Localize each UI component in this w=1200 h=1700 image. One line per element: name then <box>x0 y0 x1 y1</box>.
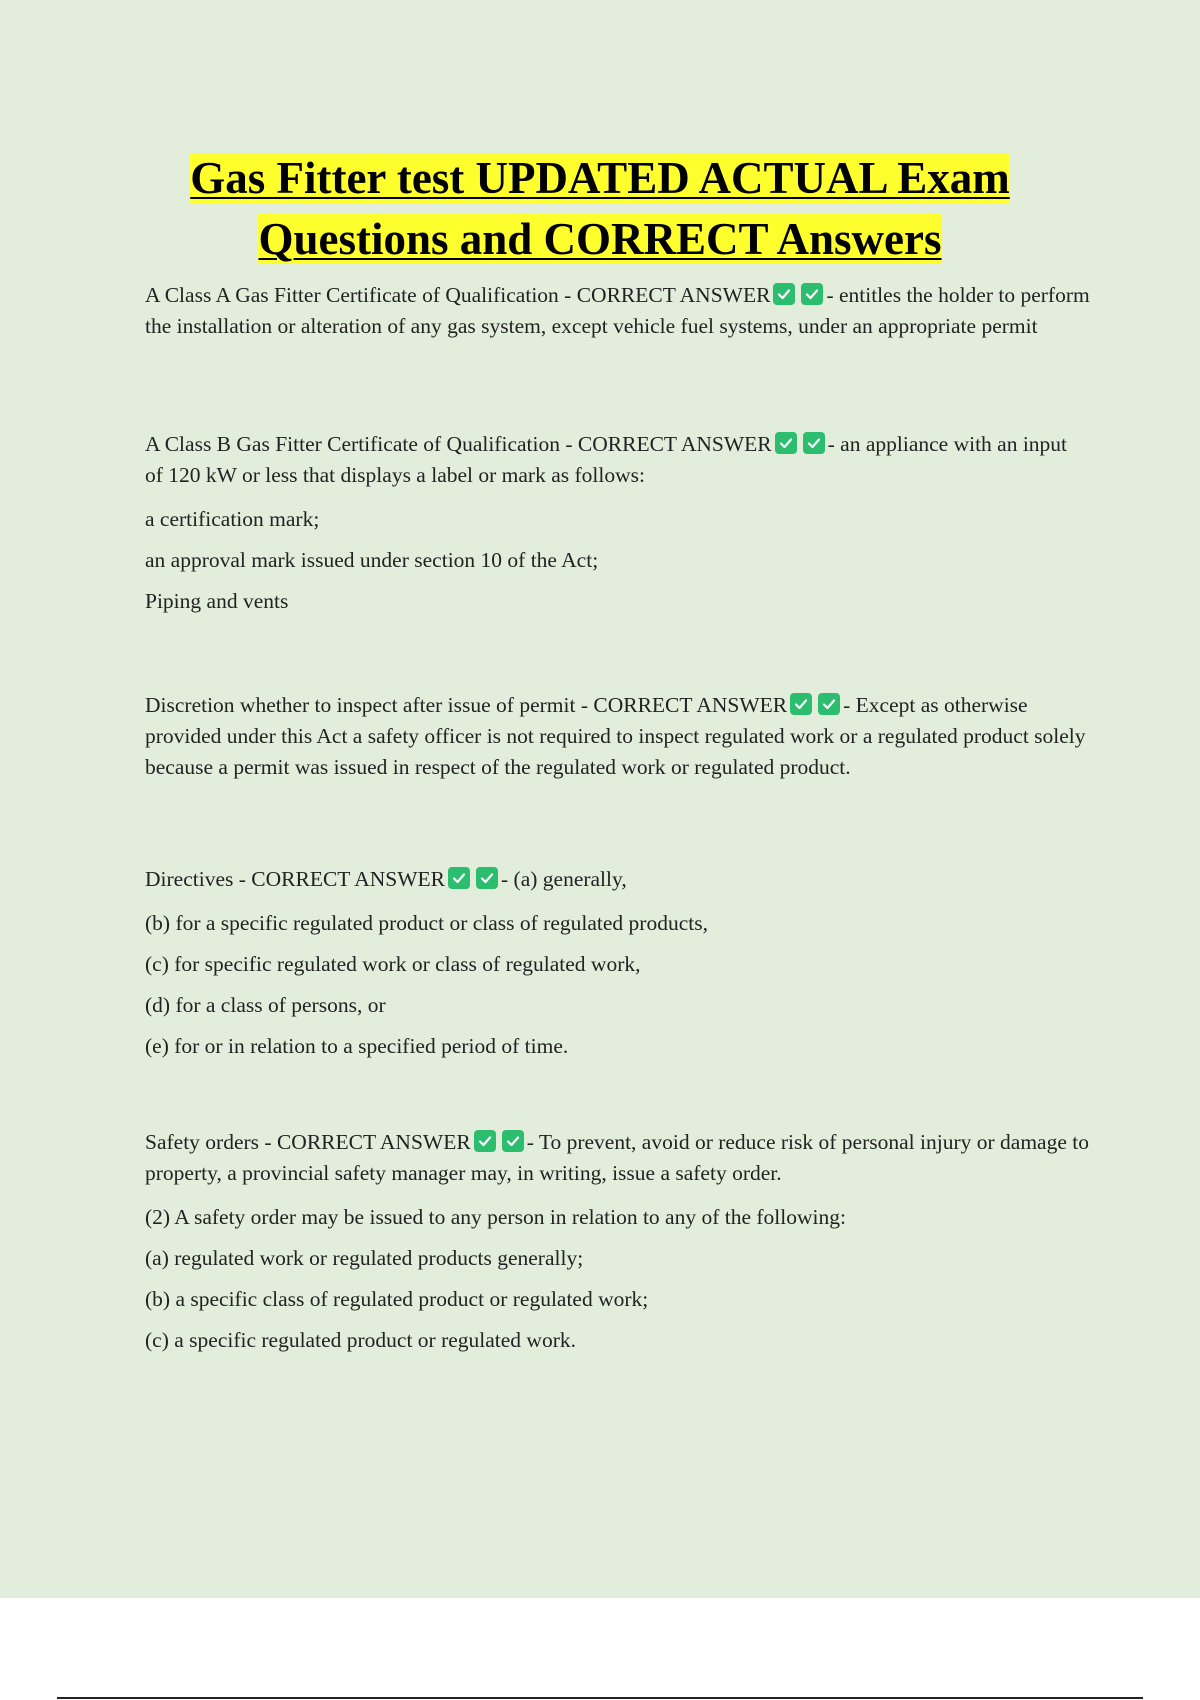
green-checkmark-icon <box>502 1130 524 1152</box>
green-checkmark-icon <box>476 867 498 889</box>
qa-answer: - an appliance with an input of 120 kW or less that displays a label or mark as follows: <box>145 432 1068 487</box>
green-checkmark-icon <box>474 1130 496 1152</box>
qa-answer: - (a) generally, <box>501 867 627 891</box>
green-checkmark-icon <box>775 432 797 454</box>
answer-line: Piping and vents <box>145 589 289 613</box>
answer-line: (a) regulated work or regulated products generally; <box>145 1246 584 1270</box>
qa-answer: - entitles the holder to perform the installation or alteration of any gas system, except vehicle fuel systems, under an appropriate permit <box>145 283 1090 338</box>
qa-question <box>145 280 1090 342</box>
qa-question <box>145 1127 1090 1189</box>
qa-question <box>145 864 1090 895</box>
answer-marker: CORRECT ANSWER <box>593 693 788 717</box>
qa-item <box>145 864 1090 1062</box>
green-checkmark-icon <box>448 867 470 889</box>
answer-line: (b) for a specific regulated product or class of regulated products, <box>145 911 708 935</box>
qa-term: A Class A Gas Fitter Certificate of Qualification - <box>145 283 577 307</box>
green-checkmark-icon <box>818 693 840 715</box>
green-checkmark-icon <box>801 283 823 305</box>
document-title <box>0 148 1200 270</box>
footer-divider <box>57 1697 1143 1699</box>
answer-line: (b) a specific class of regulated product or regulated work; <box>145 1287 649 1311</box>
qa-item <box>145 429 1090 617</box>
answer-marker: CORRECT ANSWER <box>576 283 771 307</box>
qa-term: A Class B Gas Fitter Certificate of Qualification - <box>145 432 578 456</box>
qa-item <box>145 280 1090 342</box>
answer-marker: CORRECT ANSWER <box>276 1130 471 1154</box>
answer-line: (2) A safety order may be issued to any person in relation to any of the following: <box>145 1205 846 1229</box>
title-line-1: Gas Fitter test UPDATED ACTUAL Exam <box>190 153 1010 203</box>
green-checkmark-icon <box>790 693 812 715</box>
qa-term: Safety orders - <box>145 1130 277 1154</box>
green-checkmark-icon <box>773 283 795 305</box>
answer-line: (d) for a class of persons, or <box>145 993 386 1017</box>
green-checkmark-icon <box>803 432 825 454</box>
answer-marker: CORRECT ANSWER <box>251 867 445 891</box>
qa-term: Discretion whether to inspect after issue of permit - <box>145 693 594 717</box>
qa-item <box>145 1127 1090 1356</box>
qa-list <box>145 280 1090 1366</box>
answer-line: a certification mark; <box>145 507 320 531</box>
qa-question <box>145 690 1090 783</box>
answer-line: (e) for or in relation to a specified period of time. <box>145 1034 569 1058</box>
answer-line: (c) a specific regulated product or regulated work. <box>145 1328 576 1352</box>
answer-marker: CORRECT ANSWER <box>577 432 772 456</box>
qa-term: Directives - <box>145 867 252 891</box>
qa-item <box>145 690 1090 783</box>
qa-question <box>145 429 1090 491</box>
qa-answer: - To prevent, avoid or reduce risk of personal injury or damage to property, a provincial safety manager may, in writing, issue a safety order. <box>145 1130 1089 1185</box>
qa-answer: - Except as otherwise provided under this Act a safety officer is not required to inspect regulated work or a regulated product solely because a permit was issued in respect of the regulated work or regulated product. <box>145 693 1086 779</box>
answer-line: an approval mark issued under section 10 of the Act; <box>145 548 599 572</box>
title-line-2: Questions and CORRECT Answers <box>258 214 942 264</box>
answer-line: (c) for specific regulated work or class of regulated work, <box>145 952 641 976</box>
